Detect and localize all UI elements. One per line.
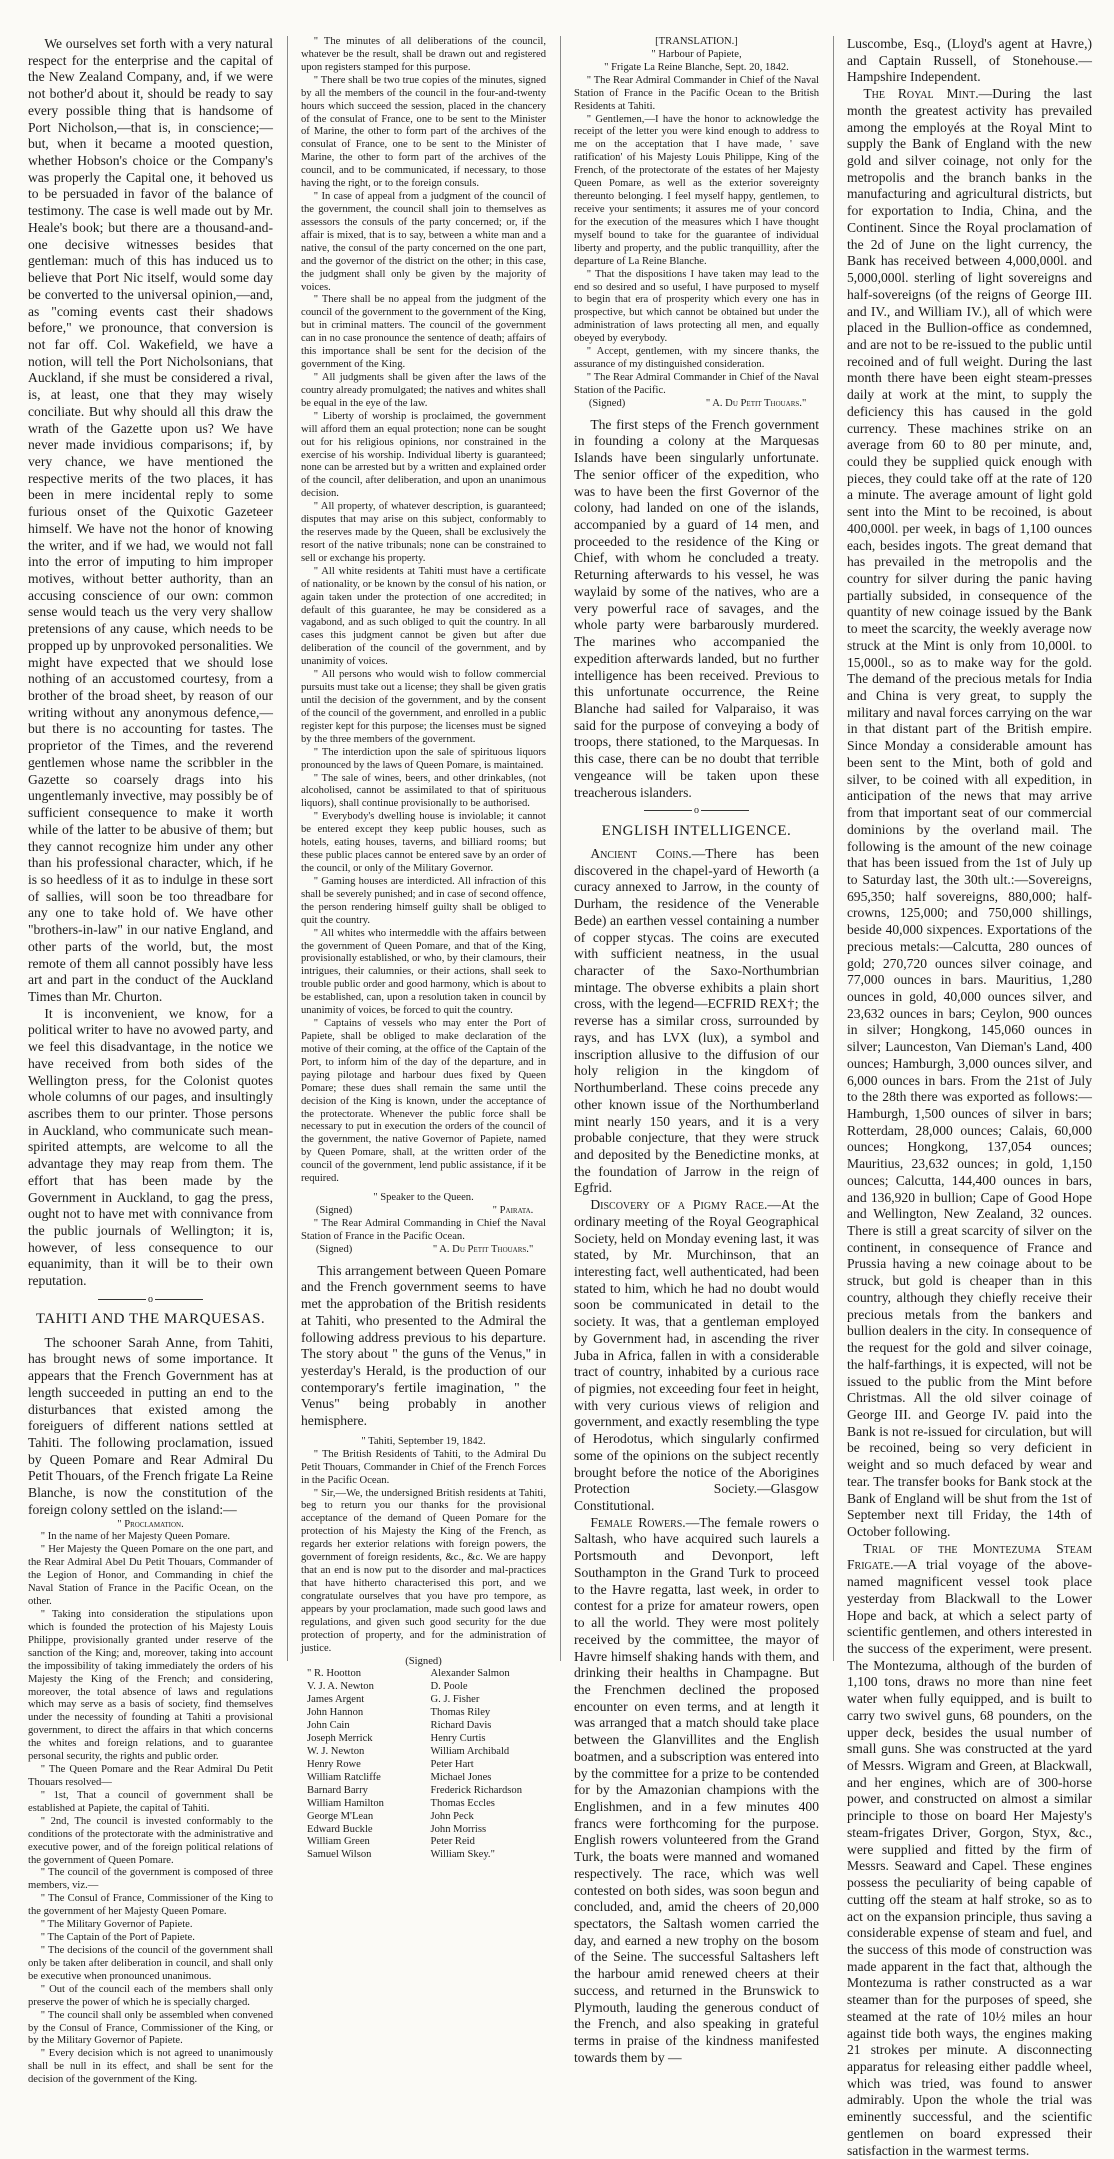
signatories-right <box>431 1668 547 1862</box>
proclamation-clause: " In case of appeal from a judgment of the council of the government, the council shall join to themselves as assessors the consuls of the party concerned; or, if the affair is mixed, that is to say, between a white man and a native, the consul of the party concerned on the one part, and the governor of the district on the other; in this case, the judgment shall only be given by the majority of voices. <box>301 191 546 293</box>
speaker-line: " Speaker to the Queen. <box>373 1192 474 1204</box>
letter-date: " Frigate La Reine Blanche, Sept. 20, 1842. <box>604 61 789 73</box>
signatory: Richard Davis <box>430 1720 492 1732</box>
signatory: D. Poole <box>430 1681 468 1693</box>
proclamation-clause: " Gaming houses are interdicted. All infraction of this shall be severely punished; and in case of second offence, the person rendering himself guilty shall be obliged to quit the country. <box>301 875 546 926</box>
proclamation-block <box>28 1519 273 2088</box>
proclamation-clause: " Her Majesty the Queen Pomare on the one part, and the Rear Admiral Abel Du Petit Thouars, Commander of the Legion of Honor, and Commanding in chief the Naval Station of France in the Pacific Ocean, on the other. <box>28 1544 273 1608</box>
address-body: " Sir,—We, the undersigned British residents at Tahiti, beg to return you our thanks for the provisional acceptance of the demand of Queen Pomare for the protection of his Majesty the King of the French, as regards her exterior relations with foreign powers, the government of foreign residents, &c., &c. We are happy that an end is now put to the disorder and mal-practices that have hitherto characterised this port, and we congratulate ourselves that you have pro tempore, as appears by your proclamation, made such good laws and regulations, and given such good security for the due protection of property, and for the administration of justice. <box>301 1487 546 1654</box>
signatory: John Cain <box>307 1720 350 1732</box>
proclamation-clause: " The decisions of the council of the government shall only be taken after deliberation in council, and shall only be executive when pronounced unanimous. <box>28 1944 273 1982</box>
column-1 <box>28 36 273 2086</box>
signatory: W. J. Newton <box>307 1745 365 1757</box>
section-divider: o <box>574 805 819 817</box>
signatory: Henry Curtis <box>430 1733 486 1745</box>
proclamation-clause: " The interdiction upon the sale of spirituous liquors pronounced by the laws of Queen Pomare, is maintained. <box>301 746 546 771</box>
signatory: John Hannon <box>307 1707 364 1719</box>
reply-letter-block <box>574 36 819 411</box>
article-paragraph: This arrangement between Queen Pomare and the French government seems to have met the approbation of the British residents at Tahiti, who presented to the Admiral the following address previous to his departure. The story about " the guns of the Venus," in yesterday's Herald, is the production of our contemporary's fertile imagination, " the Venus" being probably in another hemisphere. <box>301 1262 546 1429</box>
signatory: Alexander Salmon <box>430 1668 510 1680</box>
signatory: William Ratcliffe <box>307 1771 381 1783</box>
news-item-montezuma-trial <box>847 1541 1092 2159</box>
signatory: George M'Lean <box>307 1810 374 1822</box>
news-item-title: Trial of the Montezuma Steam Frigate. <box>847 1540 1092 1573</box>
letter-place: " Harbour of Papiete, <box>651 48 742 60</box>
signatory: Peter Reid <box>430 1836 475 1848</box>
article-paragraph: The first steps of the French government in founding a colony at the Marquesas Islands have been singularly unfortunate. The senior officer of the expedition, who was to have been the first Governor of the colony, had landed on one of the islands, accompanied by a guard of 14 men, and proceeded to the residence of the King or Chief, with whom he concluded a treaty. Returning afterwards to his vessel, he was waylaid by some of the natives, who are a very powerful race of savages, and the whole party were barbarously murdered. The marines who accompanied the expedition afterwards landed, but no further intelligence has been received. Previous to this unfortunate occurrence, the Reine Blanche had sailed for Valparaiso, it was said for the purpose of conveying a body of troops, there stationed, to the Marquesas. In this case, there can be no doubt that terrible vengeance will be taken upon these treacherous islanders. <box>574 416 819 800</box>
article-continuation: Luscombe, Esq., (Lloyd's agent at Havre,) and Captain Russell, of Stonehouse.—Hampshire Independent. <box>847 36 1092 85</box>
signatory: William Archibald <box>430 1745 510 1757</box>
signatory: Henry Rowe <box>307 1758 361 1770</box>
letter-paragraph: " Gentlemen,—I have the honor to acknowledge the receipt of the letter you were kind enough to address to me on the acceptation that I have made, ' save ratification' of his Majesty Louis Philippe, King of the French, of the protectorate of the estates of her Majesty Queen Pomare, as well as the exterior sovereignty thereunto belonging. I feel myself happy, gentlemen, to receive your sentiments; it assures me of your concord for the execution of the measures which I have thought myself bound to take for the guarantee of individual liberty and property, and the public tranquillity, after the departure of La Reine Blanche. <box>574 113 819 267</box>
signed-label: (Signed) <box>588 397 626 409</box>
proclamation-clause: " In the name of her Majesty Queen Pomare. <box>40 1531 231 1543</box>
proclamation-clause: " 1st, That a council of government shall be established at Papiete, the capital of Tahiti. <box>28 1789 273 1814</box>
signatories-left <box>307 1668 423 1862</box>
signature-thouars <box>301 1244 546 1257</box>
signatory: James Argent <box>307 1694 365 1706</box>
news-item-pigmy-race <box>574 1197 819 1515</box>
news-item-female-rowers <box>574 1515 819 2067</box>
signatory: William Skey." <box>430 1849 495 1861</box>
section-divider: o <box>28 1294 273 1306</box>
editorial-paragraph: It is inconvenient, we know, for a political writer to have no avowed party, and we feel this disadvantage, in the notice we have received from both sides of the Wellington press, for the Colonist quotes whole columns of our pages, and insultingly ascribes them to our printer. Those persons in Auckland, who communicate such mean-spirited attempts, are welcome to all the advantage they may reap from them. The effort that has been made by the Government in Auckland, to gag the press, ought not to have met with connivance from the public journals of Wellington; it is, however, of less consequence to our equanimity, than it will be to their own reputation. <box>28 1005 273 1289</box>
signatory: Michael Jones <box>430 1771 492 1783</box>
proclamation-title: " Proclamation. <box>117 1518 184 1530</box>
signatory: Peter Hart <box>430 1758 474 1770</box>
news-item-body: —There has been discovered in the chapel-yard of Heworth (a curacy annexed to Jarrow, in the county of Durham, the residence of the Venerable Bede) an earthen vessel containing a number of copper stycas. The coins are executed with sufficient neatness, in the usual character of the Saxo-Northumbrian mintage. The obverse exhibits a plain short cross, with the legend—ECFRID REX†; the reverse has a similar cross, surrounded by rays, and has LVX (lux), a symbol and inscription allusive to the diffusion of our holy religion in the kingdom of Northumberland. These coins precede any other known issue of the Northumberland mint nearly 150 years, and it is a very probable conjecture, that they were struck and deposited by the Benedictine monks, at the foundation of Jarrow in the reign of Egfrid. <box>574 846 819 1196</box>
news-item-title: Discovery of a Pigmy Race. <box>590 1197 768 1213</box>
proclamation-clause: " The Consul of France, Commissioner of the King to the government of her Majesty Queen Pomare. <box>28 1893 273 1918</box>
editorial-paragraph: We ourselves set forth with a very natural respect for the enterprise and the capital of the New Zealand Company, and, if we were not bother'd about it, should be ready to say every possible thing that is handsome of Port Nicholson,—that is, in conscience;—but, when it became a mooted question, whether Hobson's choice or the Company's was properly the Capital one, it behoved us to be persuaded in favor of the balance of testimony. The case is well made out by Mr. Heale's book; but there are a thousand-and-one decisive witnesses besides that gentleman: much of this has induced us to believe that Port Nic itself, would some day be converted to the universal opinion,—and, as "coming events cast their shadows before," we pronounce, that conversion is not far off. Col. Wakefield, we have a notion, will tell the Port Nicholsonians, that Auckland, if she must be considered a rival, is, at least, one that they may wisely conciliate. But why should all this draw the wrath of the Gazette upon us? We have never made invidious comparisons; if, by very chance, we have mentioned the respective merits of the two places, it has been in mere incidental reply to some furious onset of the Quixotic Gazeteer himself. We have not the honor of knowing the writer, and if we had, we would not fall into the error of imputing to him improper motives, without better authority, than an accusing conscience of our own: common sense would teach us the very very shallow pretensions of any cause, which needs to be propped up by unprovoked personalities. We might have expected that we should lose nothing of an accustomed courtesy, from a brother of the broad sheet, by reason of our writing without any anonymous defence,—but there is no accounting for tastes. The proprietor of the Times, and the reverend gentlemen whose name the scribbler in the Gazette so coarsely drags into his ungentlemanly invective, may possibly be of sufficient consequence to make it worth while of the latter to be abusive of them; but they cannot recognize him under any other than his professional character, which, if he is so heedless of it as to indulge in these sort of sallies, will soon be too threadbare for any one to take hold of. We have other "brothers-in-law" in our native England, and other parts of the world, but, the most remote of them all cannot possibly have less art and part in the conduct of the Auckland Times than Mr. Churton. <box>28 36 273 1004</box>
proclamation-clause: " Liberty of worship is proclaimed, the government will afford them an equal protection; none can be sought out for his religious opinions, nor constrained in the exercise of his worship. Individual liberty is guaranteed; none can be arrested but by a written and explained order of the council, after deliberation, and upon an unanimous decision. <box>301 410 546 500</box>
signatory: John Peck <box>430 1810 474 1822</box>
signature-name: " Pairata. <box>492 1204 534 1216</box>
proclamation-clause: " The Queen Pomare and the Rear Admiral Du Petit Thouars resolved— <box>28 1764 273 1788</box>
letter-heading: " The Rear Admiral Commander in Chief of the Naval Station of France in the Pacific Ocean to the British Residents at Tahiti. <box>574 74 819 112</box>
letter-paragraph: " That the dispositions I have taken may lead to the end so desired and so useful, I have purposed to myself to begin that era of prosperity which every one has in prospective, but which cannot be obtained but under the administration of laws protecting all men, and equally obeyed by everybody. <box>574 268 819 345</box>
news-item-body: —The female rowers o Saltash, who have acquired such laurels a Portsmouth and Devonport, left Southampton in the Grand Turk to proceed to the Havre regatta, last week, in order to contest for a prize for amateur rowers, open to all the world. They were most politely received by the committee, the mayor of Havre himself shaking hands with them, and drinking their healths in Champagne. But the Frenchmen declined the proposed encounter on even terms, and at length it was arranged that a match should take place between the Glanvillites and the English boatmen, and a subscription was entered into by the committee for a prize to be contended for by the Amazonian champions with the Englishmen, and in a few minutes 400 francs were forthcoming for the purpose. English rowers volunteered from the Grand Turk, the boats were manned and womaned respectively. The race, which was well contested on both sides, was soon begun and concluded, and, amid the cheers of 20,000 spectators, the Saltash women carried the day, and earned a new trophy on the bosom of the Seine. The successful Saltashers left the harbour amid renewed cheers at their success, and returned in the Brunswick to Plymouth, lauding the generous conduct of the French, and also speaking in grateful terms in praise of the kindness manifested towards them by — <box>574 1514 819 2065</box>
signatory: Thomas Eccles <box>430 1797 495 1809</box>
signed-label: (Signed) <box>315 1243 353 1255</box>
proclamation-clause: " The council shall only be assembled when convened by the Consul of France, Commissioner of the King, or by the Military Governor of Papiete. <box>28 2009 273 2047</box>
proclamation-clause: " The Military Governor of Papiete. <box>40 1919 193 1931</box>
rear-admiral-title: " The Rear Admiral Commanding in Chief the Naval Station of France in the Pacific Ocean. <box>301 1217 546 1242</box>
signature-name: " A. Du Petit Thouars." <box>705 397 807 409</box>
signature-pairata <box>301 1205 546 1218</box>
signatory: Thomas Riley <box>430 1707 491 1719</box>
news-item-body: —A trial voyage of the above-named magnificent vessel took place yesterday from Blackwall to the Lower Hope and back, at which a select party of scientific gentlemen, and others interested in the success of the experiment, were present. The Montezuma, although of the burden of 1,100 tons, draws no more than nine feet water when fully equipped, and is built to carry two swivel guns, 68 pounders, on the upper deck, besides the usual number of small guns. She was constructed at the yard of Messrs. Wigram and Green, at Blackwall, and her engines, which are of 300-horse power, and constructed on almost a similar principle to those on board Her Majesty's steam-frigates Driver, Gorgon, Styx, &c., were supplied and fitted by the firm of Messrs. Seaward and Capel. These engines possess the peculiarity of being capable of cutting off the steam at half stroke, so as to act on the expansion principle, thus saving a considerable expense of steam and fuel, and the success of this mode of construction was made apparent in the fact that, although the Montezuma is rather constructed as a war steamer than for the purposes of speed, she steamed at the rate of 10½ miles an hour against tide both ways, the engines making 21 strokes per minute. A disconnecting apparatus for releasing either paddle wheel, which was tried, was found to answer admirably. Upon the whole the trial was eminently successful, and the scientific gentlemen on board expressed their satisfaction in the warmest terms. <box>847 1557 1092 2158</box>
signatory: John Morriss <box>430 1823 487 1835</box>
proclamation-clause: " 2nd, The council is invested conformably to the conditions of the protectorate with the administrative and executive power, and of the foreign political relations of the government of Queen Pomare. <box>28 1815 273 1866</box>
proclamation-clause: " Every decision which is not agreed to unanimously shall be null in its effect, and shall be sent for the decision of the government of the King. <box>28 2048 273 2086</box>
signatory: V. J. A. Newton <box>307 1681 374 1693</box>
column-4 <box>833 36 1093 2158</box>
news-item-title: The Royal Mint. <box>863 86 979 102</box>
column-2 <box>287 36 546 1861</box>
column-3 <box>560 36 819 2065</box>
signature-thouars <box>574 398 819 411</box>
signatory: Samuel Wilson <box>307 1849 372 1861</box>
section-heading-tahiti: TAHITI AND THE MARQUESAS. <box>35 1311 266 1328</box>
proclamation-clause: " The Captain of the Port of Papiete. <box>40 1932 195 1944</box>
translation-label: [TRANSLATION.] <box>655 36 738 47</box>
signatory: Frederick Richardson <box>430 1784 522 1796</box>
signature-name: " A. Du Petit Thouars." <box>432 1243 534 1255</box>
proclamation-clause: " The council of the government is composed of three members, viz.— <box>28 1867 273 1892</box>
proclamation-clause: " The sale of wines, beers, and other drinkables, (not alcoholised, cannot be assimilated to that of spirituous liquors), shall continue provisionally to be authorised. <box>301 772 546 810</box>
proclamation-clause: " All whites who intermeddle with the affairs between the government of Queen Pomare, and that of the King, provisionally established, or who, by their clamours, their intrigues, their calumnies, or their actions, shall seek to trouble public order and good harmony, which is about to be established, can, upon a resolution taken in council by unanimity of voices, be forced to quit the country. <box>301 927 546 1017</box>
signatory: Joseph Merrick <box>307 1733 373 1745</box>
proclamation-clause: " Out of the council each of the members shall only preserve the power of which he is specially charged. <box>28 1983 273 2008</box>
signatory: Edward Buckle <box>307 1823 373 1835</box>
proclamation-clause: " All judgments shall be given after the laws of the country already promulgated; the natives and whites shall be equal in the eye of the law. <box>301 371 546 409</box>
signatory: William Green <box>307 1836 370 1848</box>
signed-label: (Signed) <box>315 1204 353 1216</box>
section-heading-english-intelligence: ENGLISH INTELLIGENCE. <box>601 822 792 839</box>
address-date: " Tahiti, September 19, 1842. <box>361 1435 486 1447</box>
news-item-royal-mint <box>847 86 1092 1541</box>
proclamation-clause: " All property, of whatever description, is guaranteed; disputes that may arise on this subject, conformably to the reserves made by the Queen, shall be exclusively the resort of the native tribunals; none can be constrained to sell or exchange his property. <box>301 501 546 564</box>
proclamation-clause: " There shall be no appeal from the judgment of the council of the government to the government of the King, but in criminal matters. The council of the government can in no case pronounce the sentence of death; affairs of this importance shall be sent for the decision of the government of the King. <box>301 294 546 371</box>
proclamation-clause: " Captains of vessels who may enter the Port of Papiete, shall be obliged to make declaration of the motive of their coming, at the office of the Captain of the Port, to inform him of the day of the departure, and in paying pilotage and harbour dues fixed by Queen Pomare; these dues shall remain the same until the decision of the King is known, under the acceptance of the protectorate. Whenever the public force shall be necessary to put in execution the orders of the council of the government, the native Governor of Papiete, named by Queen Pomare, shall, at the written order of the council of the government, lend public assistance, if it be required. <box>301 1018 546 1185</box>
news-item-body: —During the last month the greatest activity has prevailed among the employés at the Royal Mint to supply the Bank of England with the new gold and silver coinage, not only for the metropolis and the branch banks in the manufacturing and agricultural districts, but for exportation to India, China, and the Continent. Since the Royal proclamation of the 2d of June on the light currency, the Bank has received between 4,000,000l. and 5,000,000l. sterling of light sovereigns and half-sovereigns (of the reigns of George III. and IV., and William IV.), all of which were placed in the Bullion-office as condemned, and are not to be re-issued to the public until recoined and of full weight. During the last month there have been eight steam-presses daily at work at the mint, to supply the deficiency this has caused in the gold currency. These machines strike on an average from 60 to 80 per minute, and, could they be supplied quick enough with pieces, they could take off at the rate of 120 a minute. The average amount of light gold sent into the Mint to be recoined, is about 400,000l. per week, in bags of 1,100 ounces each, besides ingots. The great demand that has prevailed in the metropolis and the country for silver during the panic having partially subsided, in consequence of the quantity of new coinage issued by the Bank to meet the scarcity, the weekly average now struck at the Mint is only from 10,000l. to 15,000l., so as to make way for the gold. The demand of the precious metals for India and China is very great, to supply the military and naval forces carrying on the war in that distant part of the British empire. Since Monday a considerable amount has been sent to the Mint, both of gold and silver, to be coined with all expedition, in anticipation of the news that may arrive from that important seat of our commercial dominions by the overland mail. The following is the amount of the new coinage that has been issued from the 1st of July up to Saturday last, the 30th ult.:—Sovereigns, 695,350; half sovereigns, 880,000; half-crowns, 125,000; and 750,000 shillings, beside 40,000 sixpences. Exportations of the precious metals:—Calcutta, 280 ounces of gold; 270,720 ounces silver coinage, and 77,000 ounces in bars. Mauritius, 1,280 ounces in gold, 40,000 ounces silver, and 23,632 ounces in bars; Ceylon, 900 ounces in silver; Hongkong, 145,060 ounces in silver; Launceston, Van Dieman's Land, 400 ounces; Hamburgh, 3,000 ounces silver, and 6,000 ounces in bars. From the 21st of July to the 28th there was exported as follows:—Hamburgh, 1,500 ounces of silver in bars; Rotterdam, 28,000 ounces; Calais, 60,000 ounces; Hongkong, 137,054 ounces; Mauritius, 23,632 ounces; in gold, 1,150 ounces; Calcutta, 144,400 ounces in bars, and 136,920 in bullion; Cape of Good Hope and Wellington, New Zealand, 32 ounces. There is still a great scarcity of silver on the continent, in consequence of France and Prussia having a new coinage about to be struck, but gold is cheaper than in this country, although they chiefly receive their precious metals from the bankers and bullion dealers in the city. In consequence of the request for the gold and silver coinage, the half-farthings, it is expected, will not be issued to the public from the Mint before Christmas. All the old silver coinage of George III. and George IV. paid into the Bank is not re-issued for circulation, but will be recoined, being so very deficient in weight and so much defaced by wear and tear. The transfer books for Bank stock at the Bank of England will be shut from the 1st of September next till Friday, the 14th of October following. <box>847 86 1093 1539</box>
proclamation-clause: " The minutes of all deliberations of the council, whatever be the result, shall be drawn out and registered upon registers stamped for this purpose. <box>301 36 546 73</box>
signatory: " R. Hootton <box>307 1668 362 1680</box>
letter-paragraph: " The Rear Admiral Commander in Chief of the Naval Station of the Pacific. <box>574 371 819 396</box>
signatory: G. J. Fisher <box>430 1694 480 1706</box>
proclamation-clause: " Taking into consideration the stipulations upon which is founded the protection of his Majesty Louis Philippe, provisionally granted under reserve of the sanction of the King; and, moreover, taking into account the impossibility of taking immediately the orders of his Majesty the King of the French; and considering, moreover, the total absence of laws and regulations which may serve as a basis of society, find themselves under the necessity of founding at Tahiti a provisional government, to direct the affairs in that which concerns the whites and foreign relations, and to guarantee personal security, the rights and public order. <box>28 1609 273 1763</box>
news-item-title: Ancient Coins. <box>590 846 692 861</box>
proclamation-clause: " Everybody's dwelling house is inviolable; it cannot be entered except they keep public houses, such as hotels, eating houses, taverns, and billiard rooms; but these public places cannot be entered save by an order of the council, or only of the Military Governor. <box>301 811 546 874</box>
signatory: Barnard Barry <box>307 1784 368 1796</box>
proclamation-clause: " All white residents at Tahiti must have a certificate of nationality, or be known by the consul of his nation, or again taken under the protection of one accredited; in default of this guarantee, he may be considered as a vagabond, and as such obliged to quit the country. In all cases this judgment cannot be given but after due deliberation of the council of the government, and by unanimity of voices. <box>301 565 546 668</box>
news-item-ancient-coins <box>574 846 819 1197</box>
proclamation-clause: " There shall be two true copies of the minutes, signed by all the members of the council in the four-and-twenty hours which succeed the session, placed in the chancery of the consulat of France, one to be sent to the Minister of Marine, the other to form part of the archives of the consulat of France, one to be sent to the Minister of Marine, the other to form part of the archives of the council, and to be communicated, if necessary, to those having the right, or to the foreign consuls. <box>301 74 546 190</box>
address-block <box>301 1430 546 1862</box>
news-item-body: —At the ordinary meeting of the Royal Geographical Society, held on Monday evening last, it was stated, by Mr. Murchinson, that an interesting fact, well authenticated, had been stated to him, which he had no doubt would soon be communicated in detail to the society. It was, that a gentleman employed by Government had, in ascending the river Juba in Africa, fallen in with a considerable tract of country, inhabited by a curious race of pigmies, not exceeding four feet in height, with very curious views of religion and government, and exactly resembling the type of Herodotus, which singularly confirmed some of the opinions on the subject recently brought before the notice of the Aborigines Protection Society.—Glasgow Constitutional. <box>574 1197 819 1514</box>
letter-paragraph: " Accept, gentlemen, with my sincere thanks, the assurance of my distinguished consideration. <box>574 346 819 371</box>
signatories-list <box>301 1668 546 1862</box>
signatory: William Hamilton <box>307 1797 384 1809</box>
signed-label: (Signed) <box>405 1655 442 1667</box>
proclamation-clause: " All persons who would wish to follow commercial pursuits must take out a license; they shall be given gratis until the decision of the government, and by the consent of the council of the government, and enrolled in a public register kept for this purpose; the licenses must be signed by the three members of the government. <box>301 669 546 745</box>
proclamation-continued <box>301 36 546 1257</box>
article-paragraph: The schooner Sarah Anne, from Tahiti, has brought news of some importance. It appears that the French Government has at length succeeded in putting an end to the disturbances that existed among the foreiguers of different nations settled at Tahiti. The following proclamation, issued by Queen Pomare and Rear Admiral Du Petit Thouars, of the French frigate La Reine Blanche, is now the constitution of the foreign colony settled on the island:— <box>28 1334 273 1517</box>
address-recipient: " The British Residents of Tahiti, to the Admiral Du Petit Thouars, Commander in Chief of the French Forces in the Pacific Ocean. <box>301 1448 546 1486</box>
news-item-title: Female Rowers. <box>590 1514 686 1530</box>
